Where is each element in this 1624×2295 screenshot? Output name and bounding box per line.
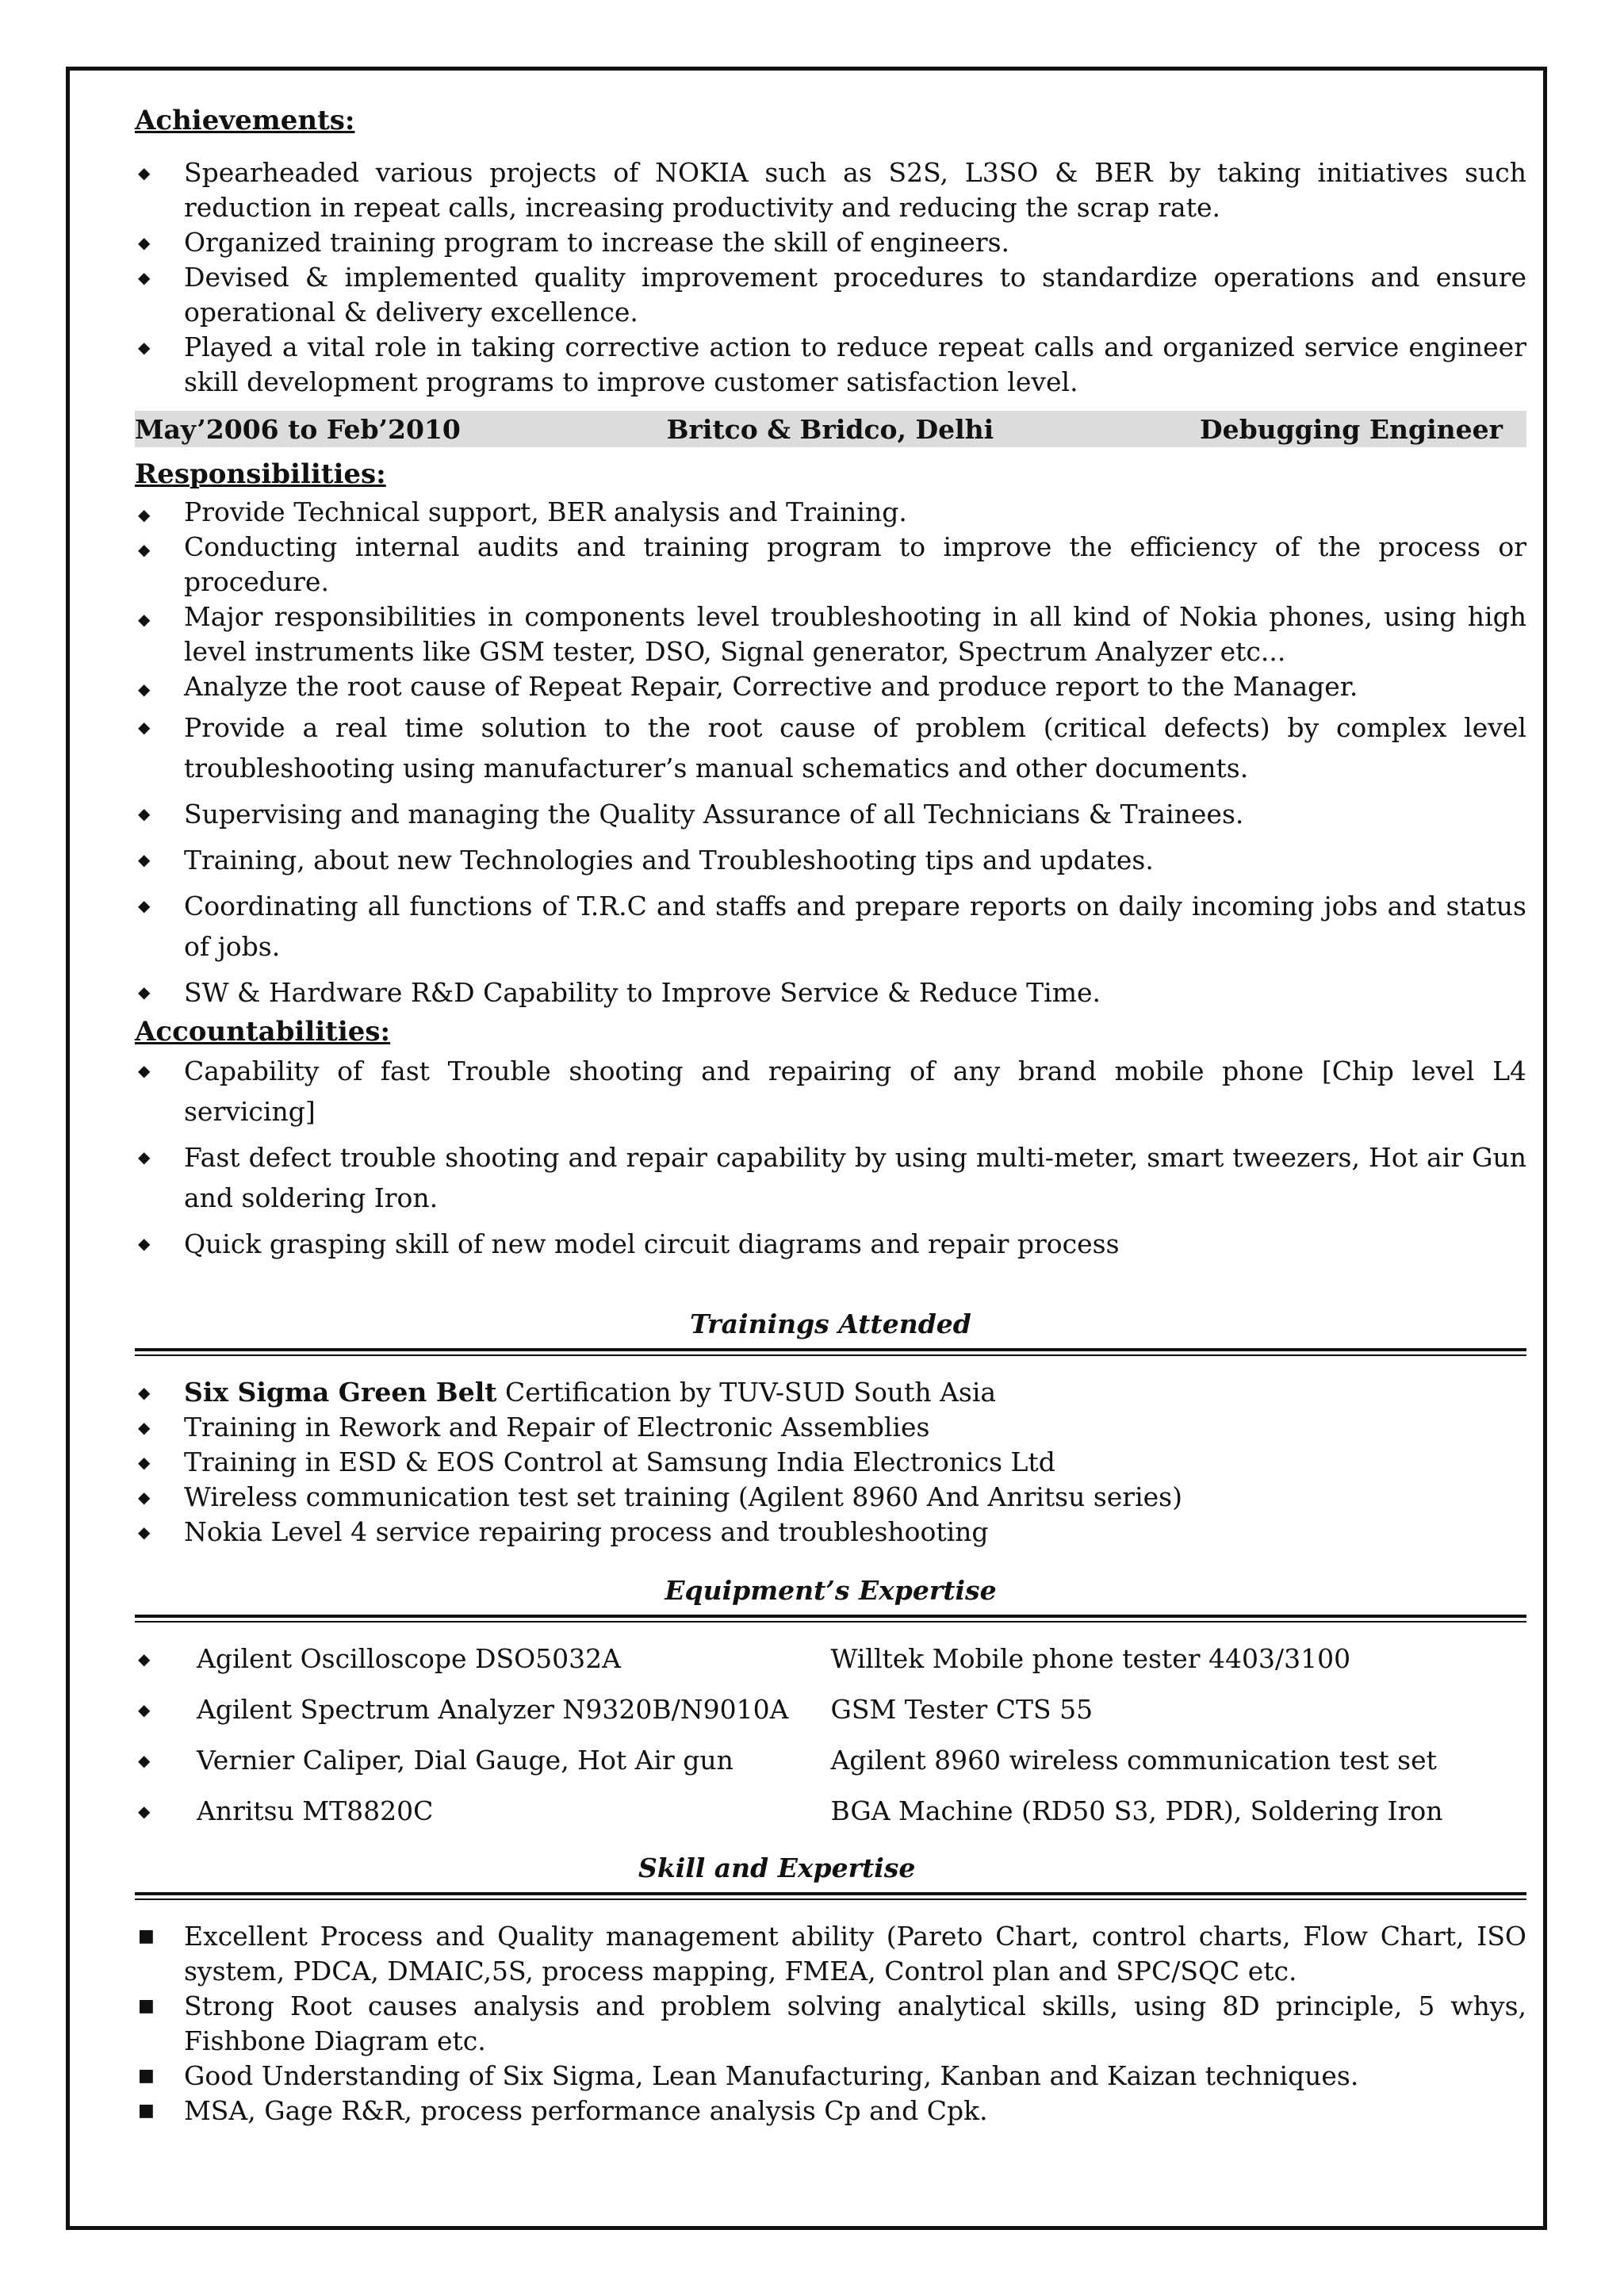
equipment-item: Willtek Mobile phone tester 4403/3100 — [830, 1643, 1351, 1674]
list-item: ◆ Training, about new Technologies and Troubleshooting tips and updates. — [135, 840, 1526, 880]
list-item: ◆ Organized training program to increase the skill of engineers. — [135, 225, 1526, 260]
equipment-item: Agilent 8960 wireless communication test set — [830, 1745, 1437, 1776]
square-bullet-icon: ■ — [138, 1926, 155, 1946]
diamond-bullet-icon: ◆ — [138, 804, 151, 823]
diamond-bullet-icon: ◆ — [138, 896, 151, 915]
diamond-bullet-icon: ◆ — [138, 1523, 151, 1542]
accountabilities-heading: Accountabilities: — [135, 1016, 391, 1048]
list-item: ◆ Spearheaded various projects of NOKIA such as S2S, L3SO & BER by taking initiatives such reduction in repeat calls, increasing productivity and reducing the scrap rate. — [138, 157, 1526, 223]
list-item: ◆ Quick grasping skill of new model circuit diagrams and repair process — [135, 1224, 1526, 1264]
achievements-list — [135, 155, 1526, 400]
list-item: ■ Good Understanding of Six Sigma, Lean Manufacturing, Kanban and Kaizan techniques. — [135, 2059, 1526, 2094]
diamond-bullet-icon: ◆ — [138, 1700, 151, 1719]
equipment-item: BGA Machine (RD50 S3, PDR), Soldering Iron — [830, 1795, 1443, 1826]
diamond-bullet-icon: ◆ — [138, 1751, 151, 1770]
diamond-bullet-icon: ◆ — [138, 1061, 151, 1080]
diamond-bullet-icon: ◆ — [138, 1488, 151, 1507]
list-item: ◆ Coordinating all functions of T.R.C and staffs and prepare reports on daily incoming jobs and status of jobs. — [135, 886, 1526, 967]
list-item: ◆ Played a vital role in taking corrective action to reduce repeat calls and organized service engineer skill development programs to improve customer satisfaction level. — [138, 331, 1526, 397]
diamond-bullet-icon: ◆ — [138, 1453, 151, 1472]
section-divider — [135, 1615, 1526, 1623]
job-header-bar — [135, 411, 1526, 447]
equipment-grid — [135, 1642, 1526, 1829]
section-divider — [135, 1348, 1526, 1356]
diamond-bullet-icon: ◆ — [138, 1802, 151, 1821]
equipment-title: Equipment’s Expertise — [665, 1575, 997, 1606]
diamond-bullet-icon: ◆ — [138, 610, 151, 629]
list-item: ◆ Provide Technical support, BER analysis and Training. — [135, 495, 1526, 530]
square-bullet-icon: ■ — [138, 1996, 155, 2016]
diamond-bullet-icon: ◆ — [138, 1234, 151, 1253]
diamond-bullet-icon: ◆ — [138, 338, 151, 357]
job-period: May’2006 to Feb’2010 — [135, 413, 461, 445]
list-item: ■ MSA, Gage R&R, process performance analysis Cp and Cpk. — [135, 2094, 1526, 2128]
responsibilities-list — [135, 495, 1526, 1013]
list-item: ◆ Supervising and managing the Quality Assurance of all Technicians & Trainees. — [135, 794, 1526, 834]
list-item: ◆ SW & Hardware R&D Capability to Improve Service & Reduce Time. — [135, 972, 1526, 1013]
resume-page — [135, 102, 1526, 2128]
list-item: ◆ Analyze the root cause of Repeat Repair, Corrective and produce report to the Manager. — [135, 669, 1526, 704]
list-item: ◆ Major responsibilities in components level troubleshooting in all kind of Nokia phones, using high level instruments like GSM tester, DSO, Signal generator, Spectrum Analyzer etc... — [138, 601, 1526, 667]
achievements-heading: Achievements: — [135, 105, 355, 136]
trainings-list — [135, 1375, 1526, 1550]
list-item: ■ Excellent Process and Quality management ability (Pareto Chart, control charts, Flow Chart, ISO system, PDCA, DMAIC,5S, process mapping, FMEA, Control plan and SPC/SQC etc. — [138, 1921, 1526, 1987]
diamond-bullet-icon: ◆ — [138, 1418, 151, 1437]
list-item: ◆ Provide a real time solution to the root cause of problem (critical defects) by complex level troubleshooting using manufacturer’s manual schematics and other documents. — [135, 707, 1526, 788]
equipment-item: ◆ Agilent Oscilloscope DSO5032A — [135, 1642, 831, 1676]
accountabilities-list — [135, 1051, 1526, 1264]
trainings-title: Trainings Attended — [690, 1308, 971, 1339]
diamond-bullet-icon: ◆ — [138, 1383, 151, 1402]
diamond-bullet-icon: ◆ — [138, 163, 151, 182]
list-item: ◆ Fast defect trouble shooting and repair capability by using multi-meter, smart tweezers, Hot air Gun and soldering Iron. — [135, 1137, 1526, 1218]
diamond-bullet-icon: ◆ — [138, 680, 151, 699]
job-role: Debugging Engineer — [1199, 413, 1503, 445]
section-divider — [135, 1892, 1526, 1900]
diamond-bullet-icon: ◆ — [138, 850, 151, 869]
list-item: ◆ Devised & implemented quality improvement procedures to standardize operations and ensure operational & delivery excellence. — [138, 262, 1526, 328]
list-item: ◆ Nokia Level 4 service repairing process and troubleshooting — [135, 1515, 1526, 1550]
list-item: ◆ Capability of fast Trouble shooting and repairing of any brand mobile phone [Chip level L4 servicing] — [135, 1051, 1526, 1132]
diamond-bullet-icon: ◆ — [138, 718, 151, 737]
equipment-item: ◆ Agilent Spectrum Analyzer N9320B/N9010A — [135, 1692, 831, 1727]
diamond-bullet-icon: ◆ — [138, 505, 151, 524]
diamond-bullet-icon: ◆ — [138, 268, 151, 287]
diamond-bullet-icon: ◆ — [138, 1649, 151, 1669]
equipment-item: ◆ Anritsu MT8820C — [135, 1794, 831, 1829]
job-company: Britco & Bridco, Delhi — [666, 413, 994, 445]
diamond-bullet-icon: ◆ — [138, 540, 151, 559]
diamond-bullet-icon: ◆ — [138, 1148, 151, 1167]
skills-list — [135, 1919, 1526, 2128]
list-item: ◆ Wireless communication test set training (Agilent 8960 And Anritsu series) — [135, 1480, 1526, 1515]
list-item: ◆ Training in ESD & EOS Control at Samsung India Electronics Ltd — [135, 1445, 1526, 1480]
equipment-item: ◆ Vernier Caliper, Dial Gauge, Hot Air gun — [135, 1743, 831, 1778]
skills-title: Skill and Expertise — [638, 1852, 916, 1883]
square-bullet-icon: ■ — [138, 2101, 155, 2121]
diamond-bullet-icon: ◆ — [138, 233, 151, 252]
diamond-bullet-icon: ◆ — [138, 983, 151, 1002]
responsibilities-heading: Responsibilities: — [135, 458, 386, 490]
list-item: ■ Strong Root causes analysis and problem solving analytical skills, using 8D principle, 5 whys, Fishbone Diagram etc. — [138, 1990, 1526, 2056]
square-bullet-icon: ■ — [138, 2066, 155, 2086]
list-item: ◆ Six Sigma Green Belt Certification by TUV-SUD South Asia — [135, 1375, 1526, 1410]
list-item: ◆ Conducting internal audits and training program to improve the efficiency of the process or procedure. — [138, 531, 1526, 597]
equipment-item: GSM Tester CTS 55 — [830, 1694, 1094, 1725]
list-item: ◆ Training in Rework and Repair of Electronic Assemblies — [135, 1410, 1526, 1445]
